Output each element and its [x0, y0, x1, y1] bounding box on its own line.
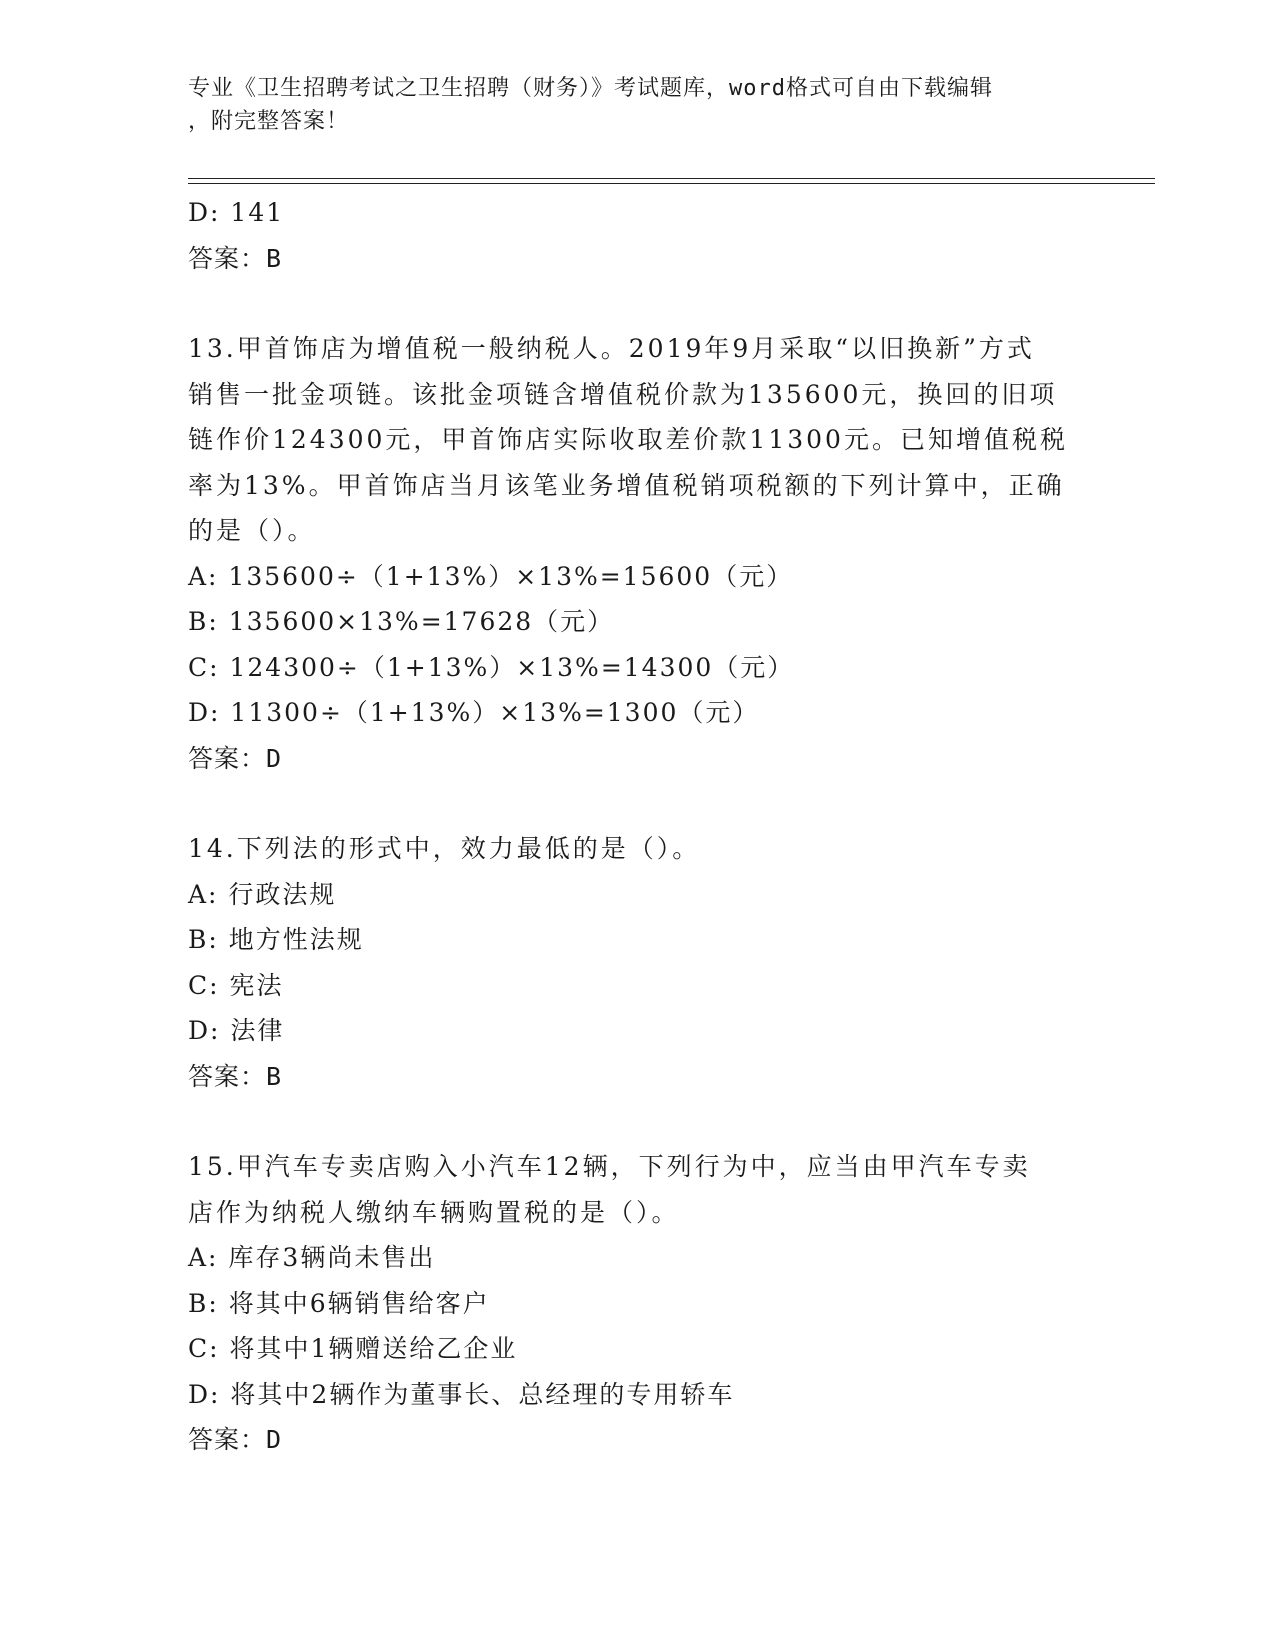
option-a: A: 库存3辆尚未售出 — [188, 1243, 436, 1272]
question-text-line: 率为13%。甲首饰店当月该笔业务增值税销项税额的下列计算中，正确 — [188, 470, 1065, 500]
option-c: C: 宪法 — [188, 970, 284, 1000]
header-line-2: ，附完整答案！ — [188, 109, 350, 134]
header-divider-top — [188, 178, 1155, 179]
answer-line: 答案：B — [188, 243, 283, 273]
answer-line: 答案：D — [188, 1425, 283, 1454]
answer-line: 答案：B — [188, 1061, 283, 1091]
question-15 — [188, 1144, 1088, 1463]
option-d: D: 141 — [188, 198, 285, 227]
question-text-line: 链作价124300元，甲首饰店实际收取差价款11300元。已知增值税税 — [188, 425, 1068, 454]
option-d: D: 法律 — [188, 1016, 285, 1045]
document-body — [188, 190, 1088, 1463]
header-line-1: 专业《卫生招聘考试之卫生招聘（财务）》考试题库，word格式可自由下载编辑 — [188, 76, 993, 101]
header-divider-bottom — [188, 183, 1155, 184]
option-b: B: 地方性法规 — [188, 925, 364, 954]
question-text-line: 14.下列法的形式中，效力最低的是（）。 — [188, 834, 701, 863]
option-b: B: 135600×13%=17628（元） — [188, 607, 615, 636]
option-a: A: 行政法规 — [188, 879, 337, 909]
document-header — [188, 72, 1068, 138]
previous-question-tail — [188, 190, 1088, 281]
question-14 — [188, 826, 1088, 1099]
question-text-line: 店作为纳税人缴纳车辆购置税的是（）。 — [188, 1197, 680, 1227]
question-text-line: 销售一批金项链。该批金项链含增值税价款为135600元，换回的旧项 — [188, 379, 1058, 409]
option-c: C: 124300÷（1+13%）×13%=14300（元） — [188, 652, 795, 682]
answer-line: 答案：D — [188, 743, 283, 773]
question-text-line: 15.甲汽车专卖店购入小汽车12辆，下列行为中，应当由甲汽车专卖 — [188, 1152, 1031, 1181]
option-a: A: 135600÷（1+13%）×13%=15600（元） — [188, 561, 794, 591]
option-b: B: 将其中6辆销售给客户 — [188, 1288, 490, 1318]
option-c: C: 将其中1辆赠送给乙企业 — [188, 1334, 518, 1363]
option-d: D: 11300÷（1+13%）×13%=1300（元） — [188, 698, 760, 727]
question-text-line: 13.甲首饰店为增值税一般纳税人。2019年9月采取“以旧换新”方式 — [188, 334, 1035, 363]
question-13 — [188, 326, 1088, 781]
option-d: D: 将其中2辆作为董事长、总经理的专用轿车 — [188, 1379, 735, 1409]
question-text-line: 的是（）。 — [188, 516, 316, 545]
